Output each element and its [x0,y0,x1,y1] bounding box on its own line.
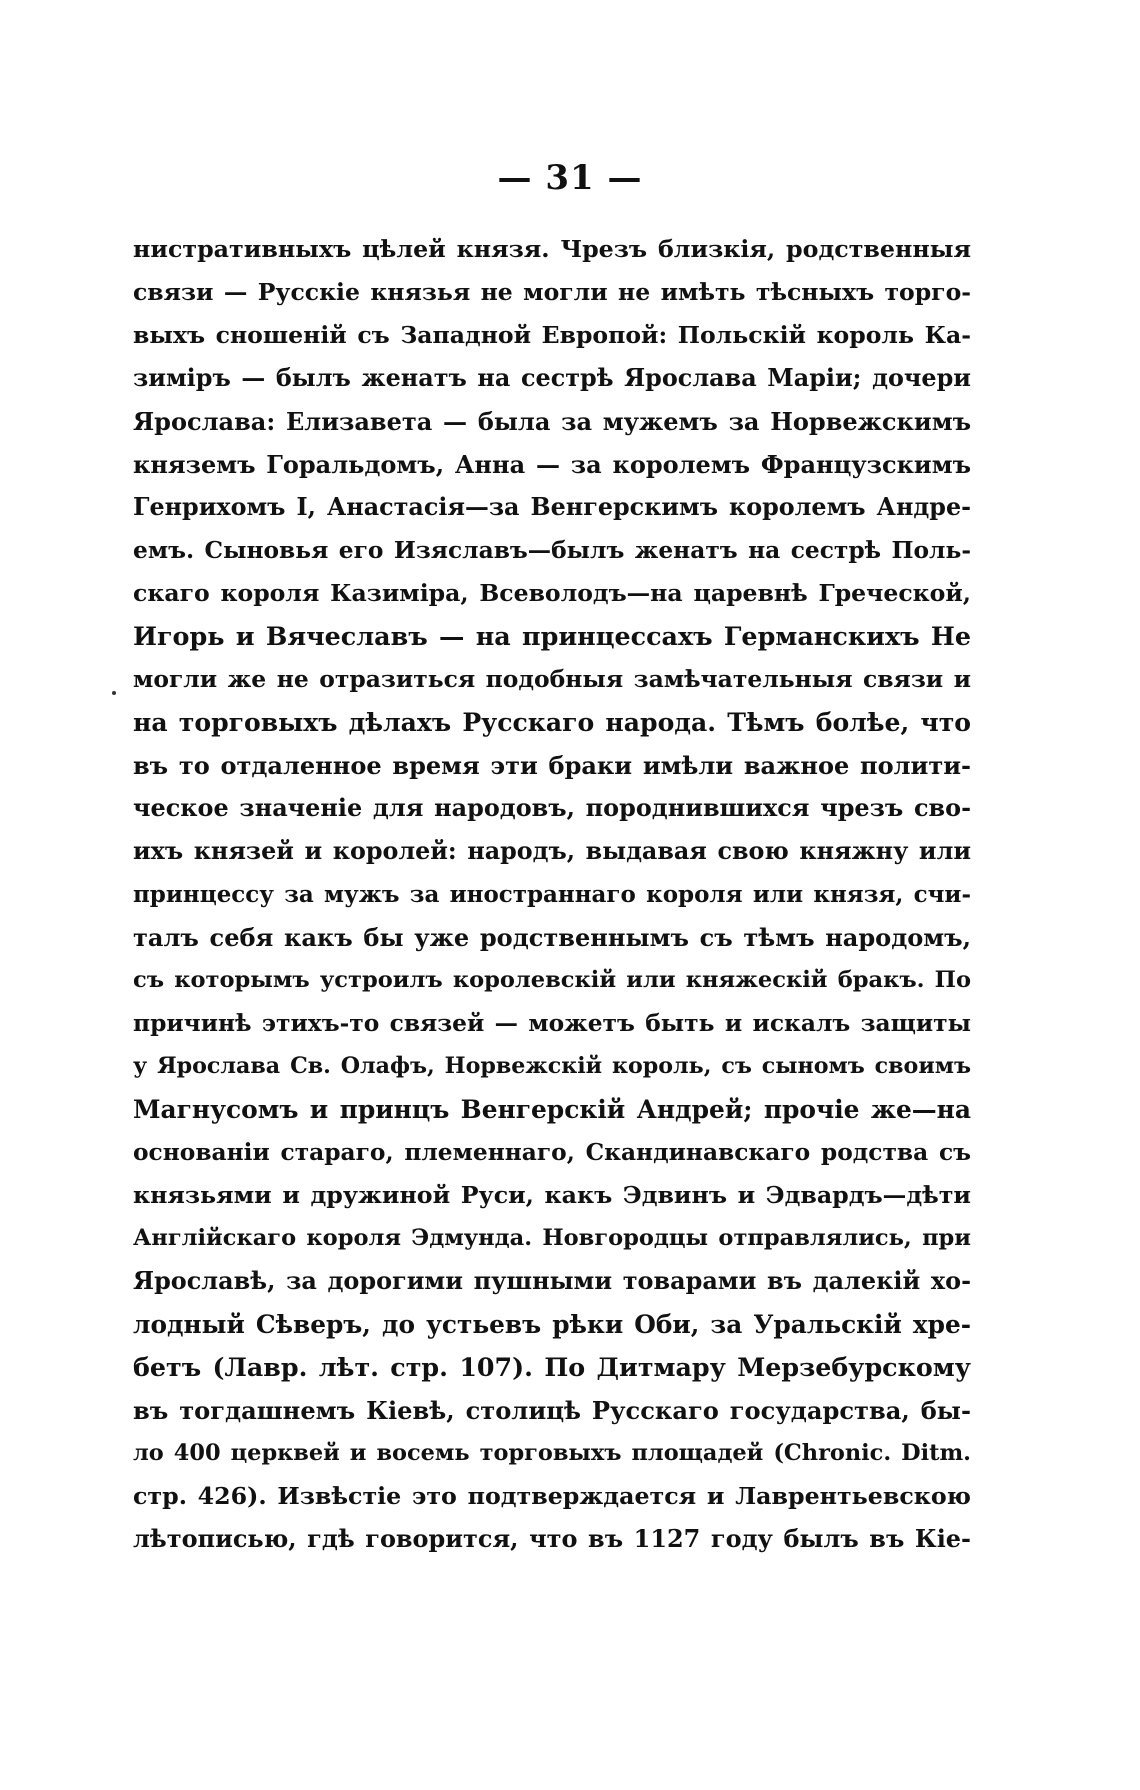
text-line: выхъ сношеній съ Западной Европой: Польскій король Ка- [133,321,971,349]
text-line: связи — Русскіе князья не могли не имѣть тѣсныхъ торго- [133,278,971,306]
text-line: лодный Сѣверъ, до устьевъ рѣки Оби, за Уральскій хре- [133,1310,971,1339]
text-line: Магнусомъ и принцъ Венгерскій Андрей; прочіе же—на [133,1095,971,1124]
text-line: княземъ Горальдомъ, Анна — за королемъ Французскимъ [133,450,971,479]
text-line: ческое значеніе для народовъ, породнившихся чрезъ сво- [133,794,971,822]
print-speck [112,691,116,695]
text-line: въ тогдашнемъ Кіевѣ, столицѣ Русскаго государства, бы- [133,1396,971,1425]
text-line: причинѣ этихъ-то связей — можетъ быть и искалъ защиты [133,1010,971,1037]
text-line: стр. 426). Извѣстіе это подтверждается и Лаврентьевскою [133,1482,971,1510]
body-text [133,228,971,1561]
text-line: Ярослава: Елизавета — была за мужемъ за Норвежскимъ [133,407,971,436]
text-line: Англійскаго короля Эдмунда. Новгородцы отправлялись, при [133,1225,971,1251]
text-line: съ которымъ устроилъ королевскій или княжескій бракъ. По [133,967,971,993]
text-line: Генрихомъ I, Анастасія—за Венгерскимъ королемъ Андре- [133,493,971,521]
page-number: — 31 — [497,158,643,198]
text-line: талъ себя какъ бы уже родственнымъ съ тѣмъ народомъ, [133,923,971,952]
text-line: скаго короля Казиміра, Всеволодъ—на царевнѣ Греческой, [133,579,971,607]
text-line: могли же не отразиться подобныя замѣчательныя связи и [133,665,971,693]
text-line: на торговыхъ дѣлахъ Русскаго народа. Тѣмъ болѣе, что [133,707,971,737]
text-line: Игорь и Вячеславъ — на принцессахъ Германскихъ Не [133,621,971,651]
text-line: въ то отдаленное время эти браки имѣли важное полити- [133,751,971,780]
text-line: зиміръ — былъ женатъ на сестрѣ Ярослава Маріи; дочери [133,364,971,392]
text-line: ихъ князей и королей: народъ, выдавая свою княжну или [133,837,971,865]
text-line: лѣтописью, гдѣ говорится, что въ 1127 году былъ въ Кіе- [133,1525,971,1553]
text-line: нистративныхъ цѣлей князя. Чрезъ близкія, родственныя [133,235,971,263]
text-line: емъ. Сыновья его Изяславъ—былъ женатъ на сестрѣ Поль- [133,537,971,564]
text-line: у Ярослава Св. Олафъ, Норвежскій король, съ сыномъ своимъ [133,1053,971,1079]
text-line: Ярославѣ, за дорогими пушными товарами въ далекій хо- [133,1267,971,1295]
text-line: основаніи стараго, племеннаго, Скандинавскаго родства съ [133,1139,971,1166]
text-line: ло 400 церквей и восемь торговыхъ площадей (Chronic. Ditm. [133,1440,971,1466]
text-line: бетъ (Лавр. лѣт. стр. 107). По Дитмару Мерзебурскому [133,1352,971,1382]
text-line: принцессу за мужъ за иностраннаго короля или князя, счи- [133,881,971,908]
text-line: князьями и дружиной Руси, какъ Эдвинъ и Эдвардъ—дѣти [133,1181,971,1209]
